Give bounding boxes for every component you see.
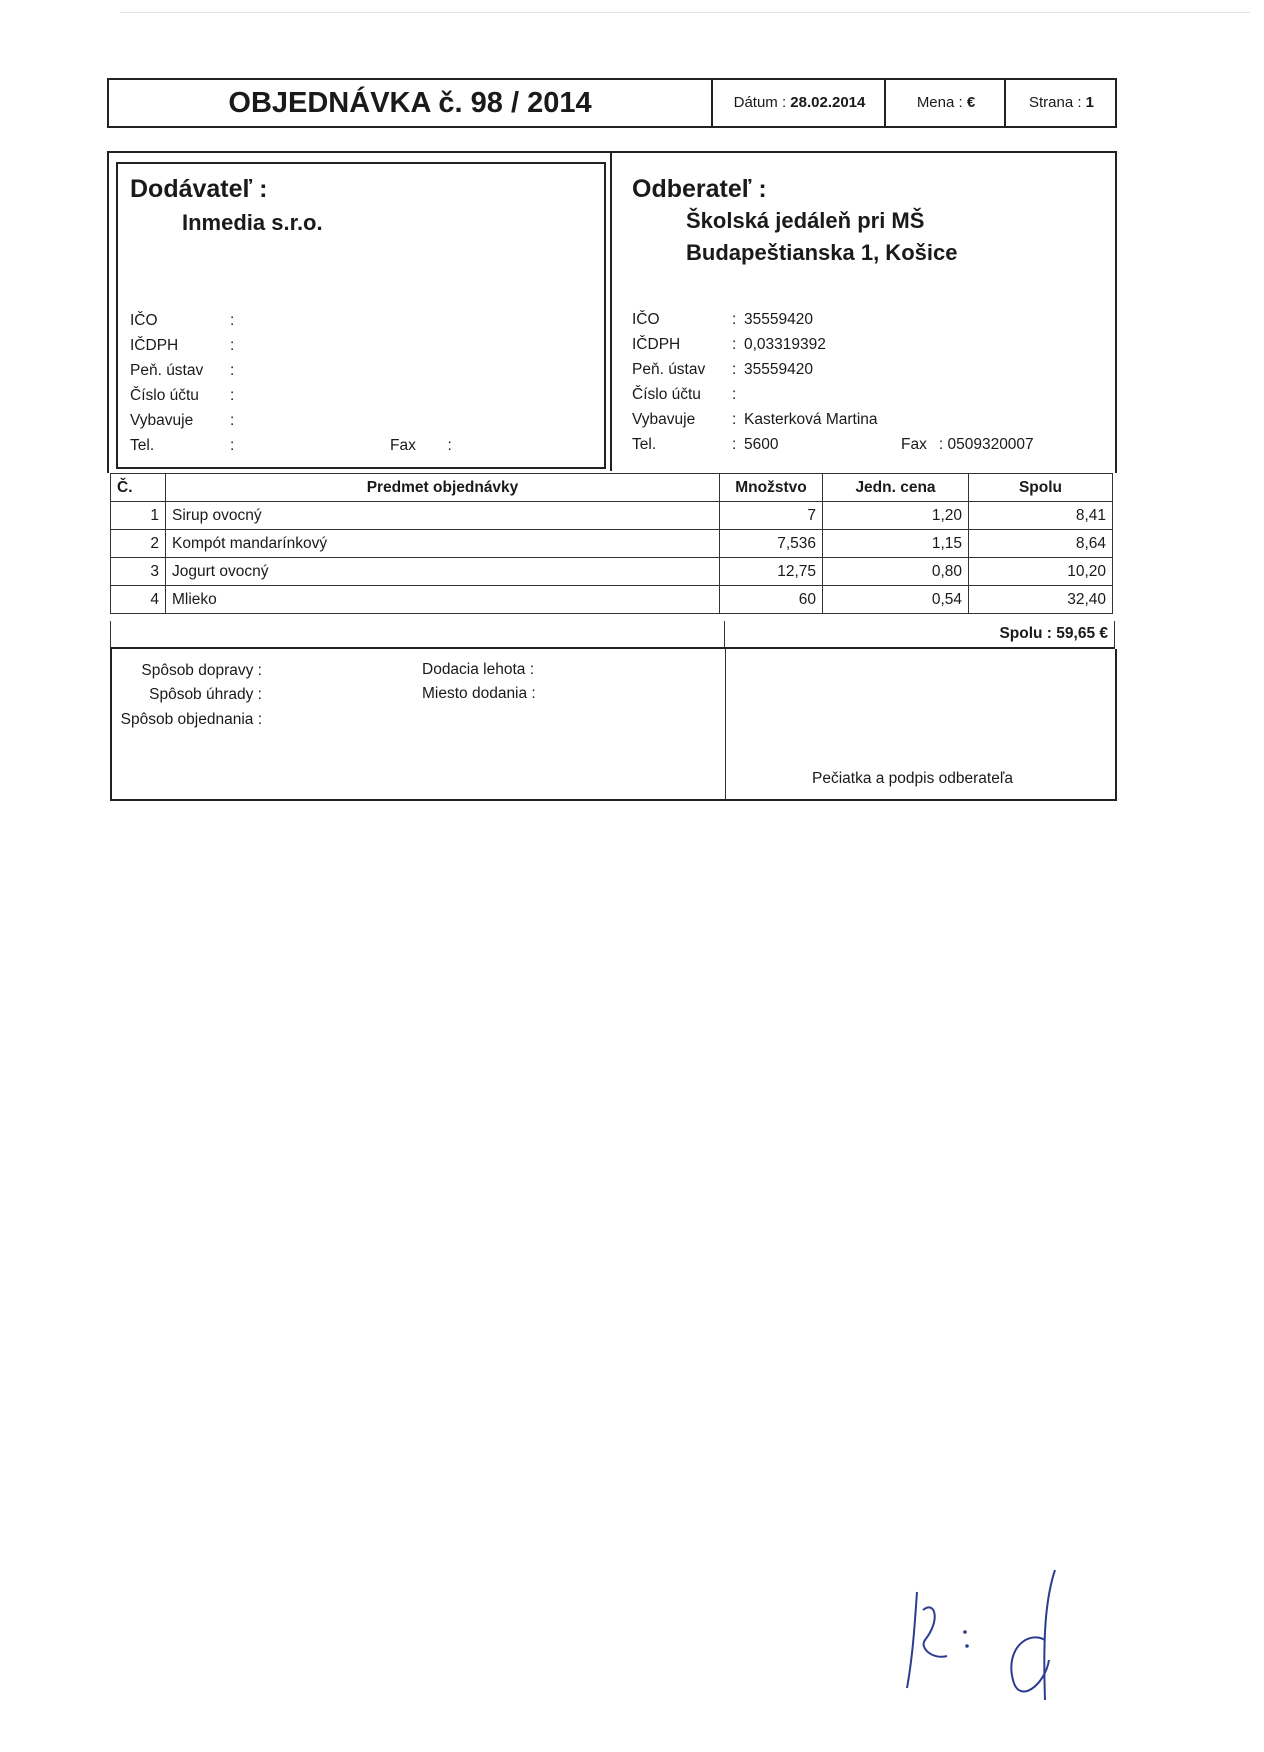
footer-split	[725, 649, 726, 799]
table-row	[111, 530, 1113, 558]
cell-item: Kompót mandarínkový	[166, 530, 720, 558]
sum-row	[110, 621, 1115, 649]
date-cell	[711, 80, 886, 126]
supplier-row-handler: Vybavuje :	[130, 412, 235, 429]
customer-row-bank: Peň. ústav : 35559420	[632, 361, 813, 378]
scan-edge-line	[120, 12, 1250, 13]
cell-qty: 60	[720, 586, 823, 614]
items-table	[110, 473, 1113, 614]
stamp-signature-label: Pečiatka a podpis odberateľa	[812, 770, 1013, 787]
customer-fax-label: Fax	[901, 436, 927, 453]
table-row	[111, 502, 1113, 530]
table-header-row	[111, 474, 1113, 502]
supplier-row-tel: Tel. :	[130, 437, 235, 454]
cell-qty: 12,75	[720, 558, 823, 586]
col-unit-price: Jedn. cena	[823, 474, 969, 502]
cell-nr: 3	[111, 558, 166, 586]
cell-qty: 7	[720, 502, 823, 530]
date-value: 28.02.2014	[790, 94, 866, 111]
supplier-row-account: Číslo účtu :	[130, 387, 235, 404]
customer-row-tel: Tel. : 5600	[632, 436, 779, 453]
supplier-details	[130, 308, 242, 458]
customer-details	[632, 307, 878, 457]
order-header	[107, 78, 1117, 128]
supplier-row-icdph: IČDPH :	[130, 337, 235, 354]
supplier-label: Dodávateľ :	[130, 175, 268, 203]
cell-unit-price: 0,54	[823, 586, 969, 614]
cell-total: 8,41	[969, 502, 1113, 530]
supplier-row-bank: Peň. ústav :	[130, 362, 235, 379]
delivery-place: Miesto dodania :	[422, 685, 536, 702]
page-value: 1	[1085, 94, 1095, 111]
order-title: OBJEDNÁVKA č. 98 / 2014	[228, 87, 592, 119]
supplier-row-ico: IČO :	[130, 312, 235, 329]
cell-item: Sirup ovocný	[166, 502, 720, 530]
supplier-fax-label: Fax	[390, 437, 416, 454]
customer-name-line1: Školská jedáleň pri MŠ	[686, 208, 925, 233]
currency-label: Mena :	[916, 94, 967, 111]
cell-item: Jogurt ovocný	[166, 558, 720, 586]
customer-label: Odberateľ :	[632, 175, 767, 203]
cell-nr: 4	[111, 586, 166, 614]
customer-row-account: Číslo účtu :	[632, 386, 737, 403]
supplier-fax: Fax :	[390, 437, 452, 454]
customer-fax: Fax : 0509320007	[901, 436, 1034, 453]
page-label: Strana :	[1028, 94, 1086, 111]
table-row	[111, 558, 1113, 586]
cell-total: 32,40	[969, 586, 1113, 614]
cell-unit-price: 1,20	[823, 502, 969, 530]
page-cell	[1004, 80, 1117, 126]
delivery-time: Dodacia lehota :	[422, 661, 535, 678]
cell-qty: 7,536	[720, 530, 823, 558]
cell-nr: 2	[111, 530, 166, 558]
order-total: Spolu : 59,65 €	[999, 625, 1108, 642]
customer-name-line2: Budapeštianska 1, Košice	[686, 240, 958, 265]
col-nr: Č.	[111, 474, 166, 502]
transport-method: Spôsob dopravy :	[141, 662, 262, 679]
currency-cell	[884, 80, 1006, 126]
col-item: Predmet objednávky	[166, 474, 720, 502]
payment-method: Spôsob úhrady :	[149, 686, 262, 703]
table-row	[111, 586, 1113, 614]
ordering-method: Spôsob objednania :	[120, 711, 262, 728]
cell-unit-price: 1,15	[823, 530, 969, 558]
col-qty: Množstvo	[720, 474, 823, 502]
supplier-name: Inmedia s.r.o.	[182, 210, 323, 235]
cell-item: Mlieko	[166, 586, 720, 614]
cell-nr: 1	[111, 502, 166, 530]
customer-fax-value: 0509320007	[947, 436, 1034, 453]
date-label: Dátum :	[733, 94, 791, 111]
customer-row-handler: Vybavuje : Kasterková Martina	[632, 411, 878, 428]
customer-row-icdph: IČDPH : 0,03319392	[632, 336, 826, 353]
order-footer	[110, 649, 1117, 801]
customer-row-ico: IČO : 35559420	[632, 311, 813, 328]
handwritten-signature	[895, 1560, 1105, 1710]
parties-divider	[610, 151, 612, 471]
cell-unit-price: 0,80	[823, 558, 969, 586]
cell-total: 8,64	[969, 530, 1113, 558]
currency-value: €	[966, 94, 976, 111]
sum-split	[724, 621, 725, 647]
col-total: Spolu	[969, 474, 1113, 502]
cell-total: 10,20	[969, 558, 1113, 586]
